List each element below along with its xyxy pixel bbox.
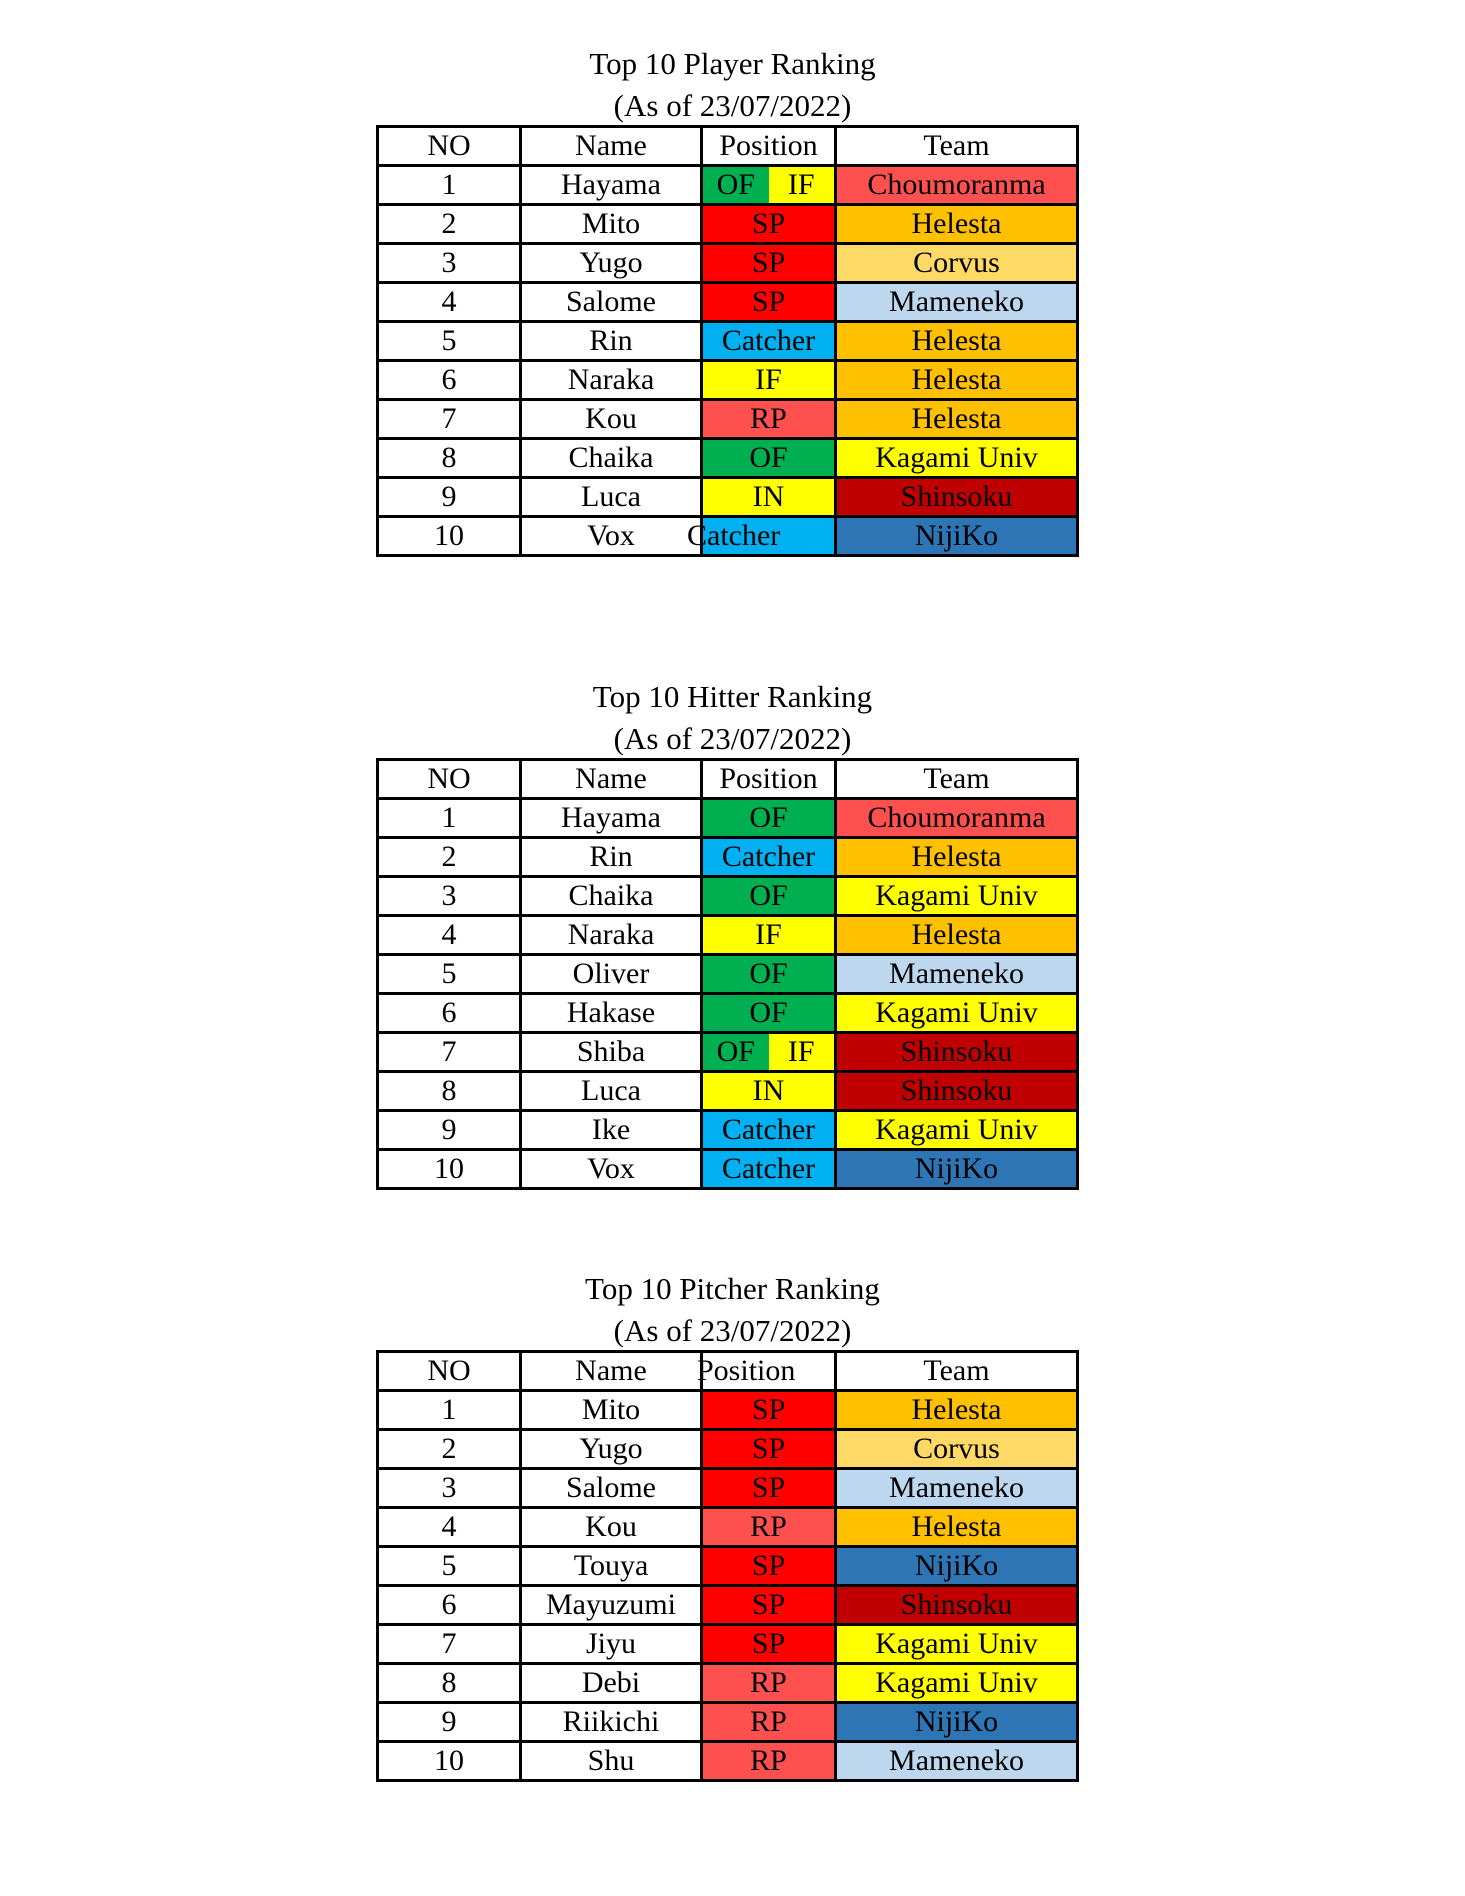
- team-cell: Corvus: [836, 1430, 1078, 1469]
- table-row: [378, 478, 1078, 517]
- rank-number: 3: [378, 877, 521, 916]
- table-row: [378, 244, 1078, 283]
- rank-number: 7: [378, 1625, 521, 1664]
- rank-number: 2: [378, 838, 521, 877]
- player-name: Salome: [521, 283, 702, 322]
- table-row: [378, 283, 1078, 322]
- player-name: Naraka: [521, 916, 702, 955]
- player-name: Luca: [521, 478, 702, 517]
- pitcher-ranking-date: (As of 23/07/2022): [613, 1313, 852, 1348]
- player-name: Rin: [521, 838, 702, 877]
- table-row: [378, 517, 1078, 556]
- player-name: Mayuzumi: [521, 1586, 702, 1625]
- position-cell: SP: [702, 1625, 836, 1664]
- position-cell: OF: [702, 439, 836, 478]
- team-cell: Helesta: [836, 205, 1078, 244]
- hitter-ranking-title: Top 10 Hitter Ranking: [592, 679, 873, 714]
- player-name: Salome: [521, 1469, 702, 1508]
- team-cell: Kagami Univ: [836, 1664, 1078, 1703]
- player-ranking-date: (As of 23/07/2022): [613, 88, 852, 123]
- position-cell: SP: [702, 1430, 836, 1469]
- player-name: Vox: [521, 517, 702, 556]
- player-name: Mito: [521, 1391, 702, 1430]
- rank-number: 9: [378, 1111, 521, 1150]
- team-cell: Mameneko: [836, 283, 1078, 322]
- table-header-row: [378, 760, 1078, 799]
- position-cell: IN: [702, 1072, 836, 1111]
- team-cell: NijiKo: [836, 517, 1078, 556]
- team-cell: Kagami Univ: [836, 1625, 1078, 1664]
- player-name: Hayama: [521, 166, 702, 205]
- position-cell: OF: [702, 877, 836, 916]
- player-name: Riikichi: [521, 1703, 702, 1742]
- team-cell: Helesta: [836, 361, 1078, 400]
- team-cell: Mameneko: [836, 1742, 1078, 1781]
- rank-number: 9: [378, 1703, 521, 1742]
- table-row: [378, 838, 1078, 877]
- position-cell: [702, 1033, 836, 1072]
- rank-number: 8: [378, 1664, 521, 1703]
- team-cell: Mameneko: [836, 1469, 1078, 1508]
- position-cell: OF: [702, 994, 836, 1033]
- header-no: NO: [378, 127, 521, 166]
- team-cell: Helesta: [836, 322, 1078, 361]
- player-name: Mito: [521, 205, 702, 244]
- position-cell: Catcher: [702, 838, 836, 877]
- team-cell: Corvus: [836, 244, 1078, 283]
- player-name: Oliver: [521, 955, 702, 994]
- team-cell: Kagami Univ: [836, 439, 1078, 478]
- team-cell: Shinsoku: [836, 1586, 1078, 1625]
- hitter-ranking-table: [376, 758, 1079, 1190]
- rank-number: 7: [378, 400, 521, 439]
- rank-number: 3: [378, 1469, 521, 1508]
- position-cell: RP: [702, 1703, 836, 1742]
- position-cell: SP: [702, 244, 836, 283]
- rank-number: 8: [378, 1072, 521, 1111]
- rank-number: 2: [378, 205, 521, 244]
- player-name: Ike: [521, 1111, 702, 1150]
- position-cell: Catcher: [702, 1150, 836, 1189]
- table-row: [378, 1547, 1078, 1586]
- header-team: Team: [836, 760, 1078, 799]
- team-cell: Kagami Univ: [836, 994, 1078, 1033]
- header-name: Name: [521, 1352, 702, 1391]
- team-cell: Shinsoku: [836, 478, 1078, 517]
- header-no: NO: [378, 1352, 521, 1391]
- position-cell: RP: [702, 1664, 836, 1703]
- table-row: [378, 400, 1078, 439]
- player-name: Naraka: [521, 361, 702, 400]
- position-cell: [702, 166, 836, 205]
- table-row: [378, 799, 1078, 838]
- rank-number: 8: [378, 439, 521, 478]
- position-cell: SP: [702, 1586, 836, 1625]
- table-row: [378, 1508, 1078, 1547]
- position-cell: RP: [702, 1508, 836, 1547]
- header-no: NO: [378, 760, 521, 799]
- player-name: Touya: [521, 1547, 702, 1586]
- rank-number: 10: [378, 1150, 521, 1189]
- table-header-row: [378, 127, 1078, 166]
- rank-number: 1: [378, 1391, 521, 1430]
- table-row: [378, 916, 1078, 955]
- header-position: Position: [702, 127, 836, 166]
- table-row: [378, 1742, 1078, 1781]
- table-row: [378, 1703, 1078, 1742]
- position-cell: SP: [702, 1469, 836, 1508]
- table-row: [378, 1391, 1078, 1430]
- position-cell: RP: [702, 1742, 836, 1781]
- rank-number: 4: [378, 1508, 521, 1547]
- position-cell: SP: [702, 205, 836, 244]
- table-row: [378, 166, 1078, 205]
- position-cell: SP: [702, 1547, 836, 1586]
- player-name: Kou: [521, 400, 702, 439]
- team-cell: Choumoranma: [836, 166, 1078, 205]
- team-cell: Helesta: [836, 1391, 1078, 1430]
- position-cell: RP: [702, 400, 836, 439]
- rank-number: 4: [378, 916, 521, 955]
- player-name: Chaika: [521, 877, 702, 916]
- player-name: Debi: [521, 1664, 702, 1703]
- table-row: [378, 1625, 1078, 1664]
- rank-number: 6: [378, 1586, 521, 1625]
- table-row: [378, 877, 1078, 916]
- table-row: [378, 1150, 1078, 1189]
- position-cell: SP: [702, 1391, 836, 1430]
- rank-number: 5: [378, 955, 521, 994]
- header-position: Position: [702, 760, 836, 799]
- team-cell: Helesta: [836, 1508, 1078, 1547]
- rank-number: 1: [378, 799, 521, 838]
- table-row: [378, 1664, 1078, 1703]
- player-name: Shiba: [521, 1033, 702, 1072]
- table-row: [378, 1072, 1078, 1111]
- player-name: Jiyu: [521, 1625, 702, 1664]
- rank-number: 6: [378, 994, 521, 1033]
- team-cell: Helesta: [836, 400, 1078, 439]
- rank-number: 4: [378, 283, 521, 322]
- table-row: [378, 1469, 1078, 1508]
- team-cell: NijiKo: [836, 1703, 1078, 1742]
- position-label: OF: [703, 167, 769, 203]
- rank-number: 5: [378, 322, 521, 361]
- team-cell: Kagami Univ: [836, 1111, 1078, 1150]
- player-name: Shu: [521, 1742, 702, 1781]
- header-team: Team: [836, 1352, 1078, 1391]
- table-row: [378, 439, 1078, 478]
- rank-number: 6: [378, 361, 521, 400]
- rank-number: 3: [378, 244, 521, 283]
- table-row: [378, 994, 1078, 1033]
- player-ranking-title: Top 10 Player Ranking: [589, 46, 876, 81]
- header-name: Name: [521, 760, 702, 799]
- team-cell: Kagami Univ: [836, 877, 1078, 916]
- rank-number: 10: [378, 1742, 521, 1781]
- table-row: [378, 1111, 1078, 1150]
- team-cell: NijiKo: [836, 1547, 1078, 1586]
- table-row: [378, 361, 1078, 400]
- table-row: [378, 1430, 1078, 1469]
- player-name: Vox: [521, 1150, 702, 1189]
- rank-number: 10: [378, 517, 521, 556]
- pitcher-ranking-table: [376, 1350, 1079, 1782]
- rank-number: 9: [378, 478, 521, 517]
- player-name: Yugo: [521, 244, 702, 283]
- team-cell: NijiKo: [836, 1150, 1078, 1189]
- rank-number: 5: [378, 1547, 521, 1586]
- position-cell: IF: [702, 916, 836, 955]
- team-cell: Mameneko: [836, 955, 1078, 994]
- position-cell: Catcher: [702, 1111, 836, 1150]
- rank-number: 7: [378, 1033, 521, 1072]
- position-label: IF: [769, 167, 835, 203]
- table-row: [378, 322, 1078, 361]
- table-header-row: [378, 1352, 1078, 1391]
- header-position: Position: [702, 1352, 836, 1391]
- team-cell: Choumoranma: [836, 799, 1078, 838]
- position-cell: IN: [702, 478, 836, 517]
- position-cell: Catcher: [702, 322, 836, 361]
- table-row: [378, 1586, 1078, 1625]
- position-cell: SP: [702, 283, 836, 322]
- player-name: Rin: [521, 322, 702, 361]
- player-name: Hakase: [521, 994, 702, 1033]
- position-cell: Catcher: [702, 517, 836, 556]
- rank-number: 2: [378, 1430, 521, 1469]
- team-cell: Helesta: [836, 916, 1078, 955]
- player-name: Luca: [521, 1072, 702, 1111]
- header-name: Name: [521, 127, 702, 166]
- position-cell: IF: [702, 361, 836, 400]
- pitcher-ranking-title: Top 10 Pitcher Ranking: [585, 1271, 880, 1306]
- hitter-ranking-date: (As of 23/07/2022): [613, 721, 852, 756]
- team-cell: Shinsoku: [836, 1033, 1078, 1072]
- team-cell: Shinsoku: [836, 1072, 1078, 1111]
- player-name: Chaika: [521, 439, 702, 478]
- position-label: OF: [703, 1034, 769, 1070]
- position-cell: OF: [702, 799, 836, 838]
- table-row: [378, 955, 1078, 994]
- table-row: [378, 205, 1078, 244]
- rank-number: 1: [378, 166, 521, 205]
- position-cell: OF: [702, 955, 836, 994]
- header-team: Team: [836, 127, 1078, 166]
- team-cell: Helesta: [836, 838, 1078, 877]
- position-label: IF: [769, 1034, 835, 1070]
- player-name: Hayama: [521, 799, 702, 838]
- table-row: [378, 1033, 1078, 1072]
- player-ranking-table: [376, 125, 1079, 557]
- player-name: Yugo: [521, 1430, 702, 1469]
- player-name: Kou: [521, 1508, 702, 1547]
